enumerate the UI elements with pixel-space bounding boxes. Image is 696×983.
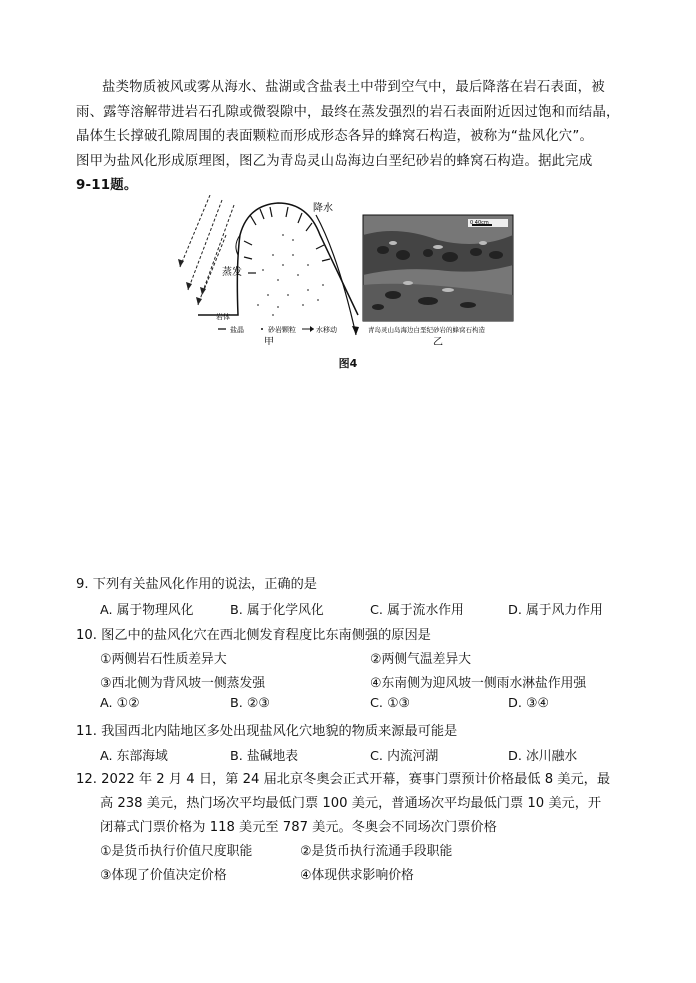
legend-salt: 盐晶 <box>230 326 244 334</box>
photo-caption: 青岛灵山岛海边白垩纪砂岩的蜂窝石构造 <box>368 326 485 334</box>
label-rain: 降水 <box>313 203 333 214</box>
figure-yi-photo <box>363 215 513 321</box>
scale-bar: 0 40cm <box>470 220 489 226</box>
q9-option-c: C. 属于流水作用 <box>370 603 464 618</box>
q10-option-c: C. ①③ <box>370 696 411 711</box>
figure-caption: 图4 <box>338 357 358 370</box>
intro-line-2: 雨、露等溶解带进岩石孔隙或微裂隙中，最终在蒸发强烈的岩石表面附近因过饱和而结晶， <box>76 104 620 120</box>
label-jia: 甲 <box>264 337 274 345</box>
legend-sand: 砂岩颗粒 <box>268 326 296 334</box>
label-evap: 蒸发 <box>222 267 242 278</box>
figure-jia-diagram <box>178 195 518 345</box>
q12-item-3: ③体现了价值决定价格 <box>100 868 227 883</box>
q11-option-b: B. 盐碱地表 <box>230 749 299 764</box>
question-12-stem-line-3: 闭幕式门票价格为 118 美元至 787 美元。冬奥会不同场次门票价格 <box>100 820 497 835</box>
label-rock: 岩体 <box>216 313 230 321</box>
q12-item-1: ①是货币执行价值尺度职能 <box>100 844 253 859</box>
intro-line-4: 图甲为盐风化形成原理图，图乙为青岛灵山岛海边白垩纪砂岩的蜂窝石构造。据此完成 <box>76 153 593 169</box>
q11-option-d: D. 冰川融水 <box>508 749 578 764</box>
q10-option-b: B. ②③ <box>230 696 270 711</box>
question-12-stem-line-1: 12. 2022 年 2 月 4 日，第 24 届北京冬奥会正式开幕，赛事门票预计价格最低 8 美元，最 <box>76 772 611 787</box>
intro-line-1: 盐类物质被风或雾从海水、盐湖或含盐表土中带到空气中，最后降落在岩石表面，被 <box>102 80 605 95</box>
q11-option-c: C. 内流河湖 <box>370 749 439 764</box>
intro-line-3: 晶体生长撑破孔隙周围的表面颗粒而形成形态各异的蜂窝石构造，被称为“盐风化穴”。 <box>76 129 594 144</box>
figure-4 <box>178 195 518 345</box>
intro-paragraph <box>76 76 636 199</box>
q9-option-a: A. 属于物理风化 <box>100 603 194 618</box>
q10-option-d: D. ③④ <box>508 696 549 711</box>
legend-water: 水移动 <box>316 326 337 334</box>
q12-item-2: ②是货币执行流通手段职能 <box>300 844 453 859</box>
q12-item-4: ④体现供求影响价格 <box>300 868 414 883</box>
question-11-stem: 11. 我国西北内陆地区多处出现盐风化穴地貌的物质来源最可能是 <box>76 724 458 739</box>
q10-item-2: ②两侧气温差异大 <box>370 652 472 667</box>
q9-option-b: B. 属于化学风化 <box>230 603 324 618</box>
question-9-stem: 9. 下列有关盐风化作用的说法，正确的是 <box>76 577 317 592</box>
q10-item-4: ④东南侧为迎风坡一侧雨水淋盐作用强 <box>370 676 587 691</box>
q10-item-3: ③西北侧为背风坡一侧蒸发强 <box>100 676 266 691</box>
q10-item-1: ①两侧岩石性质差异大 <box>100 652 227 667</box>
label-yi: 乙 <box>433 337 443 345</box>
question-12-stem-line-2: 高 238 美元，热门场次平均最低门票 100 美元，普通场次平均最低门票 10 美元，开 <box>100 796 602 811</box>
question-10-stem: 10. 图乙中的盐风化穴在西北侧发育程度比东南侧强的原因是 <box>76 628 431 643</box>
q11-option-a: A. 东部海域 <box>100 749 168 764</box>
q9-option-d: D. 属于风力作用 <box>508 603 603 618</box>
q10-option-a: A. ①② <box>100 696 140 711</box>
intro-line-5: 9-11题。 <box>76 178 138 193</box>
